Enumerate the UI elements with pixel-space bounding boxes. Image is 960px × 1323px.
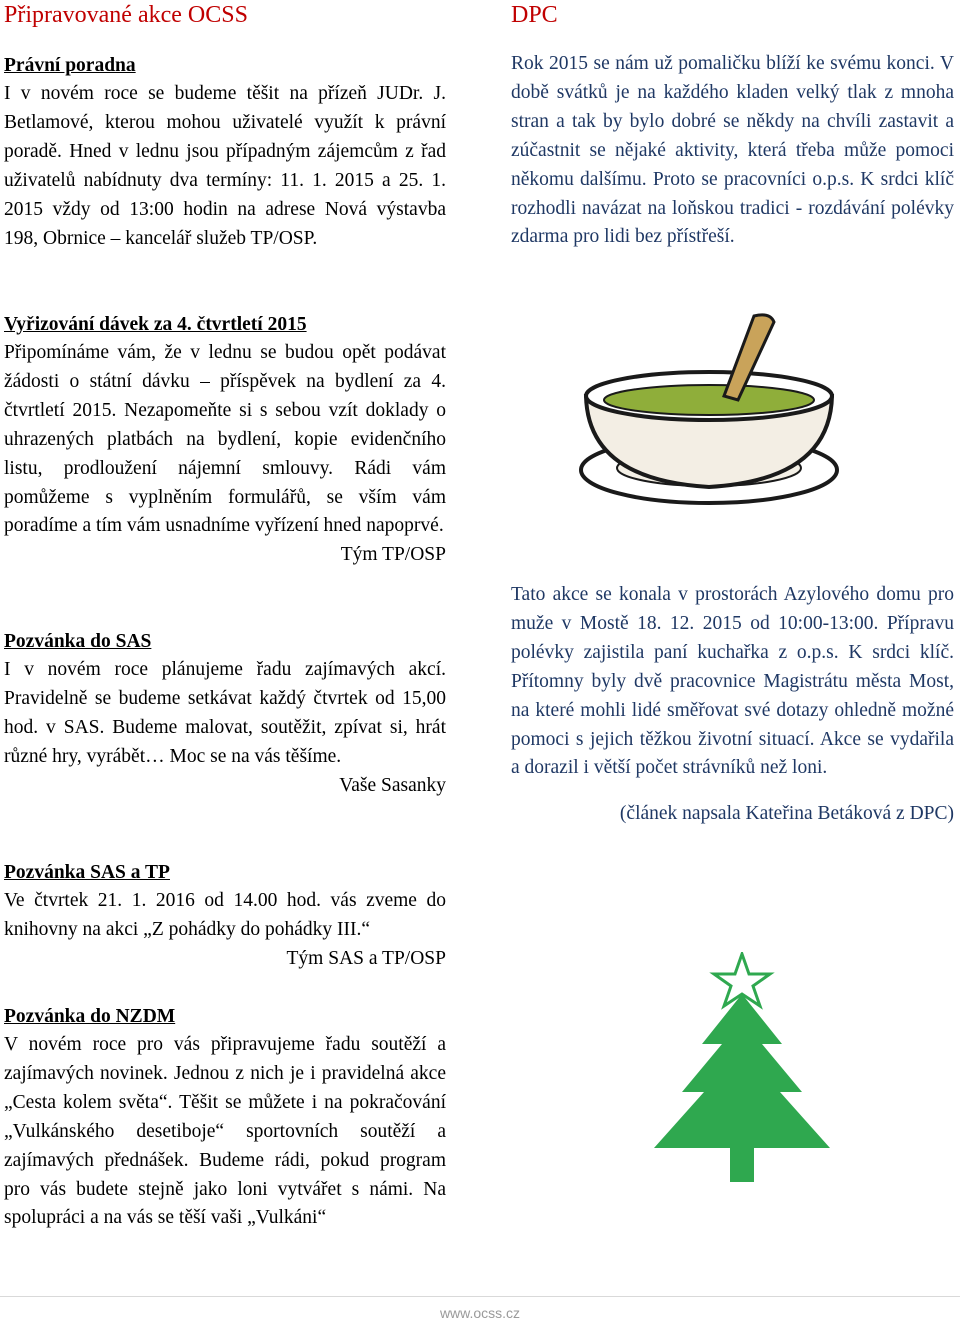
dpc-credit: (článek napsala Kateřina Betáková z DPC) xyxy=(619,803,954,825)
section-text: I v novém roce plánujeme řadu zajímavých akcí. Pravidelně se budeme setkávat každý čtvrtek od 15,00 hod. v SAS. Budeme malovat, soutěžit, zpívat si, hrát různé hry, vyrábět… Moc se na vás těšíme. xyxy=(4,659,446,767)
section-pravni xyxy=(4,51,446,253)
section-signature: Vaše Sasanky xyxy=(339,774,446,796)
dpc-intro xyxy=(511,50,954,252)
section-title: Pozvánka do NZDM xyxy=(4,1006,176,1027)
section-title: Vyřizování dávek za 4. čtvrtletí 2015 xyxy=(4,314,307,335)
left-heading: Připravované akce OCSS xyxy=(4,2,248,28)
dpc-intro-text: Rok 2015 se nám už pomaličku blíží ke svému konci. V době svátků je na každého kladen velký tlak z mnoha stran a tak by bylo dobré se někdy na chvíli zastavit a zúčastnit se nějaké aktivity, která třeba může pomoci někomu dalšímu. Proto se pracovníci o.p.s. K srdci klíč rozhodli navázat na loňskou tradici - rozdávání polévky zdarma pro lidi bez přístřeší. xyxy=(511,53,954,248)
christmas-tree-illustration xyxy=(634,952,850,1184)
section-sas xyxy=(4,627,446,801)
section-text: V novém roce pro vás připravujeme řadu soutěží a zajímavých novinek. Jednou z nich je i pravidelná akce „Cesta kolem světa“. Těšit se můžete i na pokračování „Vulkánského desetiboje“ sportovních soutěží a zajímavých přednášek. Budeme rádi, pokud program pro vás budete stejně jako loni vytvářet s námi. Na spolupráci a na vás se těší vaši „Vulkáni“ xyxy=(4,1034,446,1229)
section-signature: Tým TP/OSP xyxy=(340,544,446,566)
dpc-body xyxy=(511,581,954,829)
footer-divider xyxy=(0,1296,960,1297)
dpc-body-text: Tato akce se konala v prostorách Azylového domu pro muže v Mostě 18. 12. 2015 od 10:00-13:00. Přípravu polévky zajistila paní kuchařka z o.p.s. K srdci klíč. Přítomny byly dvě pracovnice Magistrátu města Most, na které mohli lidé směřovat své dotazy ohledně možné pomoci s jejich těžkou životní situací. Akce se vydařila a dorazil i větší počet strávníků než loni. xyxy=(511,584,954,779)
section-davky xyxy=(4,310,446,570)
section-text: Ve čtvrtek 21. 1. 2016 od 14.00 hod. vás zveme do knihovny na akci „Z pohádky do pohádky III.“ xyxy=(4,890,446,940)
section-title: Pozvánka do SAS xyxy=(4,631,152,652)
soup-bowl-illustration xyxy=(578,312,840,522)
section-sas-tp xyxy=(4,858,446,974)
right-heading: DPC xyxy=(511,2,558,28)
section-title: Právní poradna xyxy=(4,55,136,76)
section-signature: Tým SAS a TP/OSP xyxy=(286,947,446,969)
section-text: I v novém roce se budeme těšit na přízeň JUDr. J. Betlamové, kterou mohou uživatelé využít k právní poradě. Hned v lednu jsou případným zájemcům z řad uživatelů nabídnuty dva termíny: 11. 1. 2015 a 25. 1. 2015 vždy od 13:00 hodin na adrese Nová výstavba 198, Obrnice – kancelář služeb TP/OSP. xyxy=(4,83,446,249)
section-text: Připomínáme vám, že v lednu se budou opět podávat žádosti o státní dávku – příspěvek na bydlení za 4. čtvrtletí 2015. Nezapomeňte si s sebou vzít doklady o uhrazených platbách na bydlení, kopie evidenčního listu, prodloužení nájemní smlouvy. Rádi vám pomůžeme s vyplněním formulářů, se vším vám poradíme a tím vám usnadníme vyřízení hned napoprvé. xyxy=(4,342,446,537)
footer-url: www.ocss.cz xyxy=(439,1305,521,1321)
section-title: Pozvánka SAS a TP xyxy=(4,862,170,883)
section-nzdm xyxy=(4,1002,446,1233)
